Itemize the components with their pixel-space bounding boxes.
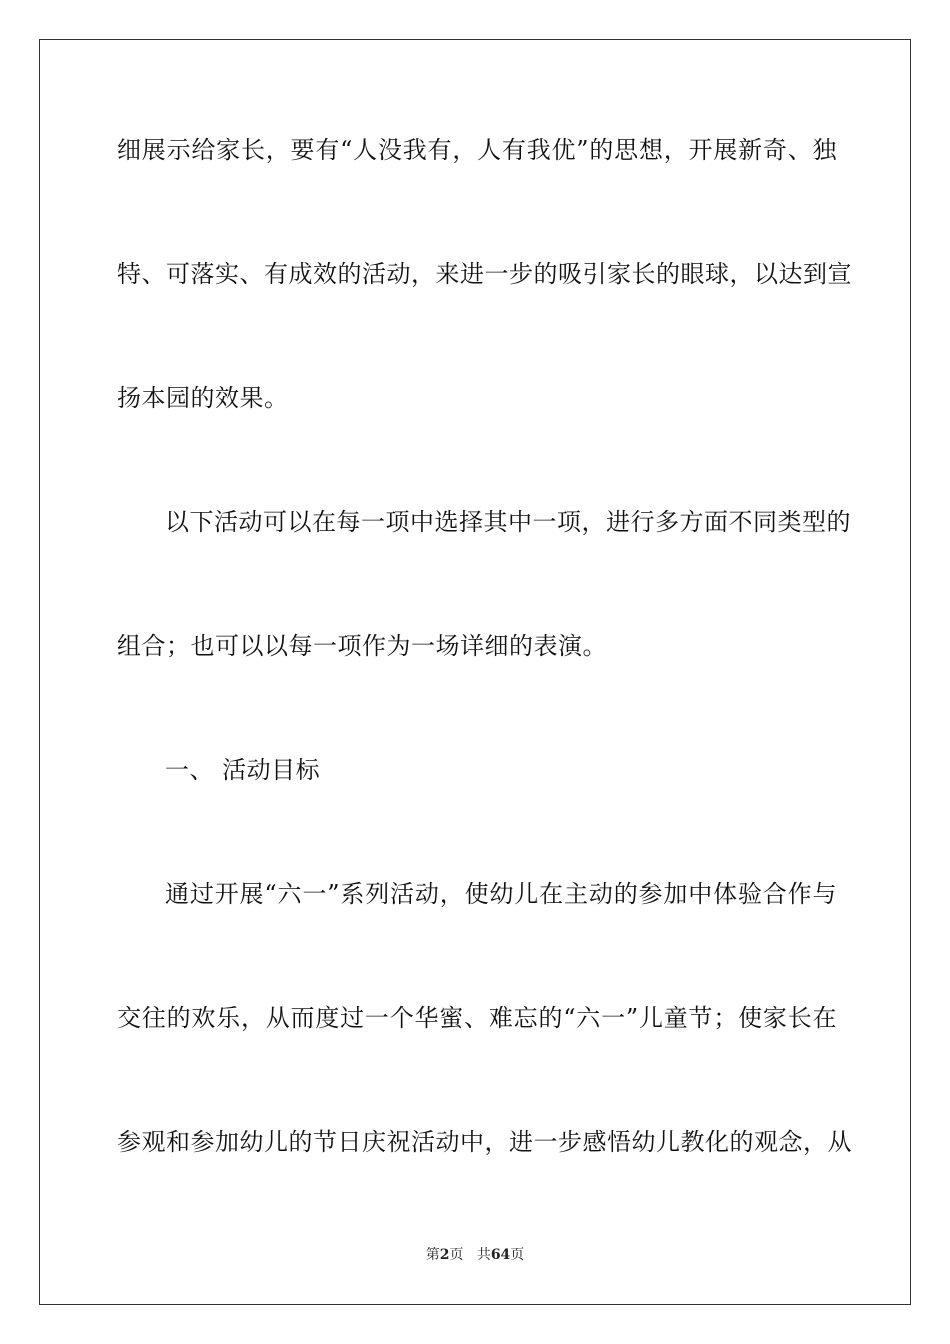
page-suffix: 页 xyxy=(449,1247,464,1263)
section-heading: 一、 活动目标 xyxy=(165,756,321,784)
paragraph-line-7: 交往的欢乐，从而度过一个华蜜、难忘的“六一”儿童节；使家长在 xyxy=(117,1004,837,1032)
total-pages: 64 xyxy=(490,1247,511,1263)
paragraph-line-2: 特、可落实、有成效的活动，来进一步的吸引家长的眼球，以达到宣 xyxy=(117,260,852,288)
page-border xyxy=(39,39,911,1305)
paragraph-line-1: 细展示给家长，要有“人没我有，人有我优”的思想，开展新奇、独 xyxy=(117,136,837,164)
page-footer xyxy=(0,1246,950,1264)
paragraph-line-8: 参观和参加幼儿的节日庆祝活动中，进一步感悟幼儿教化的观念，从 xyxy=(117,1128,852,1156)
paragraph-line-4: 以下活动可以在每一项中选择其中一项，进行多方面不同类型的 xyxy=(165,508,851,536)
total-suffix: 页 xyxy=(510,1247,525,1263)
paragraph-line-3: 扬本园的效果。 xyxy=(117,384,289,412)
page-prefix: 第 xyxy=(425,1247,440,1263)
paragraph-line-6: 通过开展“六一”系列活动，使幼儿在主动的参加中体验合作与 xyxy=(165,880,837,908)
total-prefix: 共 xyxy=(476,1247,491,1263)
page-number: 2 xyxy=(439,1247,450,1263)
paragraph-line-5: 组合；也可以以每一项作为一场详细的表演。 xyxy=(117,632,607,660)
